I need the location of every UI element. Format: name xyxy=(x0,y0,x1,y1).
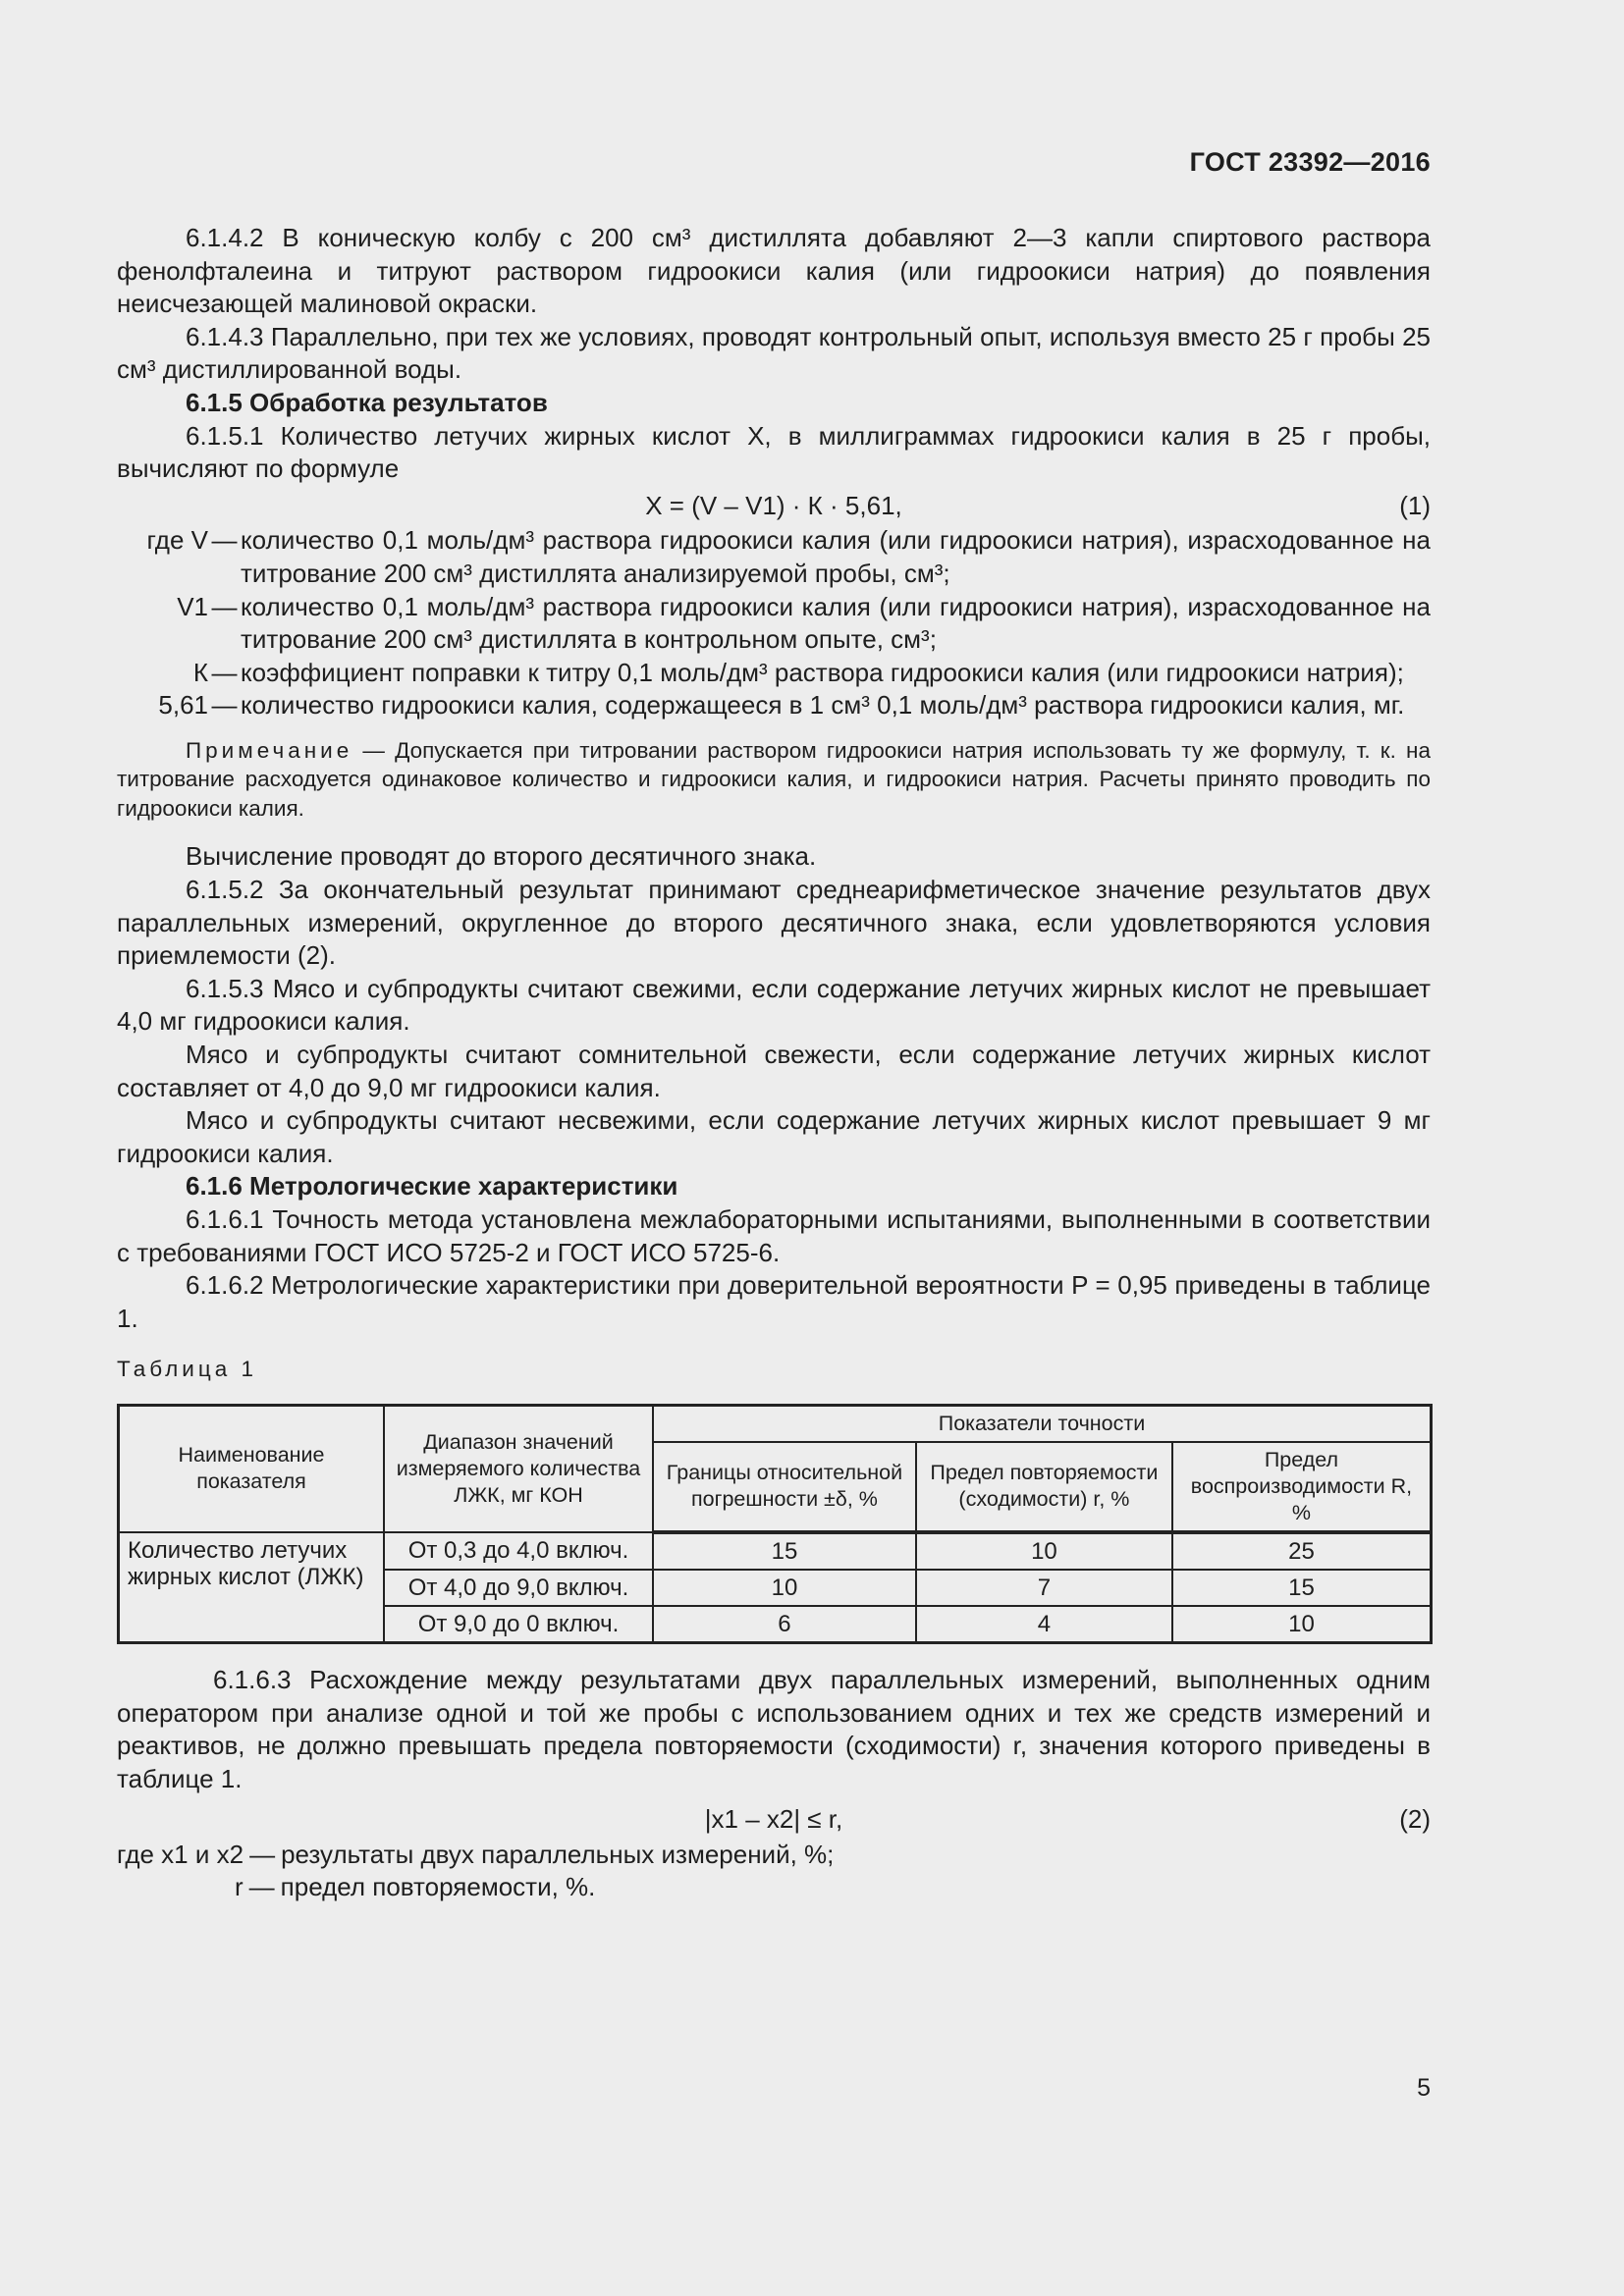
definition-dash: — xyxy=(211,657,238,687)
metrology-table xyxy=(117,1404,1433,1644)
header-range: Диапазон значений измеряемого количества ЛЖК, мг КОН xyxy=(384,1405,653,1532)
definition-text: результаты двух параллельных измерений, %; xyxy=(281,1839,835,1869)
definition-dash: — xyxy=(211,525,238,556)
cell-reproducibility: 15 xyxy=(1172,1570,1432,1606)
definition-symbol: 5,61 xyxy=(158,690,208,721)
paragraph-6-1-6-2: 6.1.6.2 Метрологические характеристики при доверительной вероятности P = 0,95 приведены в таблице 1. xyxy=(117,1270,1431,1333)
cell-reproducibility: 25 xyxy=(1172,1532,1432,1570)
cell-repeatability: 7 xyxy=(916,1570,1172,1606)
definition-symbol: К xyxy=(192,657,208,687)
paragraph-6-1-5-2: 6.1.5.2 За окончательный результат принимают среднеарифметическое значение результатов двух параллельных измерений, округленное до второго десятичного знака, если удовлетворяются условия приемлемости (2). xyxy=(117,875,1431,971)
cell-indicator-name: Количество летучих жирных кислот (ЛЖК) xyxy=(119,1532,385,1643)
paragraph-6-1-5-3: 6.1.5.3 Мясо и субпродукты считают свежими, если содержание летучих жирных кислот не превышает 4,0 мг гидроокиси калия. xyxy=(117,973,1431,1037)
header-accuracy-group: Показатели точности xyxy=(653,1405,1432,1442)
definition-row xyxy=(117,689,1431,722)
formula-2-expression: |x1 – x2| ≤ r, xyxy=(704,1804,843,1835)
definition-symbol: где V xyxy=(146,525,208,556)
definition-symbol: r xyxy=(235,1872,244,1902)
paragraph-stale: Мясо и субпродукты считают несвежими, если содержание летучих жирных кислот превышает 9 мг гидроокиси калия. xyxy=(117,1105,1431,1168)
note-label: Примечание xyxy=(186,737,353,763)
definition-row xyxy=(117,1839,1431,1872)
definition-text: количество 0,1 моль/дм³ раствора гидроокиси калия (или гидроокиси натрия), израсходованное на титрование 200 см³ дистиллята в контрольном опыте, см³; xyxy=(241,591,1431,655)
definition-dash: — xyxy=(249,1839,276,1869)
definition-text: количество 0,1 моль/дм³ раствора гидроокиси калия (или гидроокиси натрия), израсходованное на титрование 200 см³ дистиллята анализируемой пробы, см³; xyxy=(241,525,1431,588)
table-row xyxy=(119,1532,1432,1570)
table-caption: Таблица 1 xyxy=(117,1357,257,1382)
cell-delta: 15 xyxy=(653,1532,916,1570)
cell-repeatability: 10 xyxy=(916,1532,1172,1570)
paragraph-6-1-5-1: 6.1.5.1 Количество летучих жирных кислот X, в миллиграммах гидроокиси калия в 25 г пробы, вычисляют по формуле xyxy=(117,420,1431,484)
formula-1-definitions xyxy=(117,524,1431,722)
definition-row xyxy=(117,1871,1431,1904)
definition-row xyxy=(117,657,1431,690)
standard-header: ГОСТ 23392—2016 xyxy=(1189,147,1431,177)
header-delta: Границы относительной погрешности ±δ, % xyxy=(653,1442,916,1532)
paragraph-6-1-6-3: 6.1.6.3 Расхождение между результатами двух параллельных измерений, выполненных одним оператором при анализе одной и той же пробы с использованием одних и тех же средств измерений и реактивов, не должно превышать предела повторяемости (сходимости) r, значения которого приведены в таблице 1. xyxy=(117,1664,1431,1793)
paragraph-calc: Вычисление проводят до второго десятичного знака. xyxy=(186,841,817,872)
cell-range: От 0,3 до 4,0 включ. xyxy=(384,1532,653,1570)
note xyxy=(117,736,1431,824)
heading-6-1-5: 6.1.5 Обработка результатов xyxy=(186,387,548,417)
cell-repeatability: 4 xyxy=(916,1606,1172,1643)
formula-2 xyxy=(117,1803,1431,1837)
cell-reproducibility: 10 xyxy=(1172,1606,1432,1643)
cell-range: От 9,0 до 0 включ. xyxy=(384,1606,653,1643)
definition-dash: — xyxy=(248,1872,275,1902)
paragraph-doubtful: Мясо и субпродукты считают сомнительной свежести, если содержание летучих жирных кислот составляет от 4,0 до 9,0 мг гидроокиси калия. xyxy=(117,1039,1431,1102)
formula-2-number: (2) xyxy=(1399,1804,1431,1835)
definition-text: коэффициент поправки к титру 0,1 моль/дм³ раствора гидроокиси калия (или гидроокиси натрия); xyxy=(241,657,1404,687)
formula-1-number: (1) xyxy=(1399,490,1431,520)
definition-symbol: V1 xyxy=(177,591,208,621)
definition-dash: — xyxy=(211,591,238,621)
cell-delta: 10 xyxy=(653,1570,916,1606)
definition-row xyxy=(117,591,1431,657)
note-text: — Допускается при титровании раствором гидроокиси натрия использовать ту же формулу, т. к. на титрование расходуется одинаковое количество и гидроокиси калия, и гидроокиси натрия. Расчеты принято проводить по гидроокиси калия. xyxy=(117,737,1431,821)
header-reproducibility: Предел воспроизводимости R, % xyxy=(1172,1442,1432,1532)
paragraph-6-1-4-2: 6.1.4.2 В коническую колбу с 200 см³ дистиллята добавляют 2—3 капли спиртового раствора фенолфталеина и титруют раствором гидроокиси калия (или гидроокиси натрия) до появления неисчезающей малиновой окраски. xyxy=(117,223,1431,319)
formula-1 xyxy=(117,490,1431,523)
cell-delta: 6 xyxy=(653,1606,916,1643)
paragraph-6-1-6-1: 6.1.6.1 Точность метода установлена межлабораторными испытаниями, выполненными в соответствии с требованиями ГОСТ ИСО 5725-2 и ГОСТ ИСО 5725-6. xyxy=(117,1203,1431,1267)
definition-dash: — xyxy=(211,690,238,721)
heading-6-1-6: 6.1.6 Метрологические характеристики xyxy=(186,1171,678,1201)
cell-range: От 4,0 до 9,0 включ. xyxy=(384,1570,653,1606)
table-header-row xyxy=(119,1405,1432,1442)
definition-text: количество гидроокиси калия, содержащееся в 1 см³ 0,1 моль/дм³ раствора гидроокиси калия, мг. xyxy=(241,690,1405,721)
formula-2-definitions xyxy=(117,1839,1431,1904)
header-repeatability: Предел повторяемости (сходимости) r, % xyxy=(916,1442,1172,1532)
formula-1-expression: X = (V – V1) · К · 5,61, xyxy=(645,490,902,520)
definition-symbol: где x1 и x2 xyxy=(117,1839,244,1869)
body-text xyxy=(117,222,1431,1904)
definition-row xyxy=(117,524,1431,590)
header-name: Наименование показателя xyxy=(119,1405,385,1532)
definition-text: предел повторяемости, %. xyxy=(280,1872,596,1902)
paragraph-6-1-4-3: 6.1.4.3 Параллельно, при тех же условиях, проводят контрольный опыт, используя вместо 25 г пробы 25 см³ дистиллированной воды. xyxy=(117,321,1431,385)
page-number: 5 xyxy=(1417,2074,1431,2102)
